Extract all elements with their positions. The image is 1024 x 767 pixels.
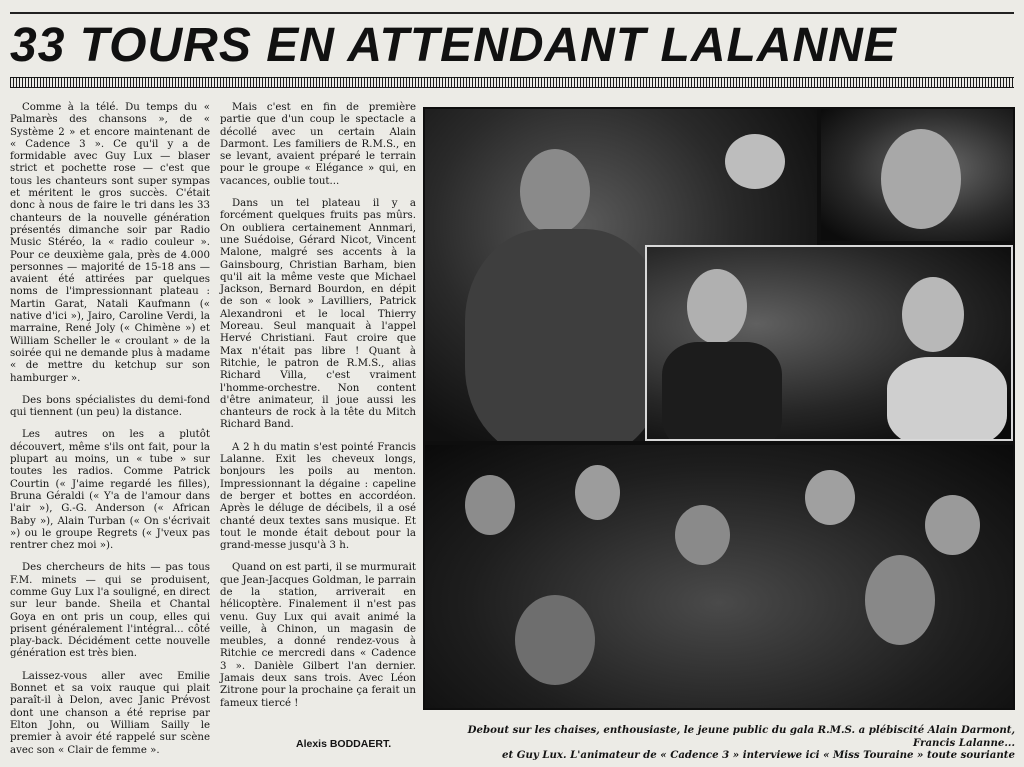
photo-interview-miss-touraine	[645, 245, 1013, 441]
paragraph: Mais c'est en fin de première partie que d'un coup le spectacle a décollé avec un certain Alain Darmont. Les familiers de R.M.S., en se levant, avaient préparé le terrain pour le groupe « Elégance » qui, en vacances, oublie tout...	[220, 102, 416, 187]
host-suit	[662, 342, 782, 441]
crowd-hand	[805, 470, 855, 525]
singer-figure	[520, 149, 590, 234]
caption-line-1: Debout sur les chaises, enthousiaste, le jeune public du gala R.M.S. a plébiscité Alain Darmont, Francis Lalanne...	[467, 724, 1015, 749]
paragraph: Dans un tel plateau il y a forcément quelques fruits pas mûrs. On oubliera certainement Annmari, une Suédoise, Gérard Nicot, Vincent Malone, malgré ses accents à la Gainsbourg, Christian Barham, bien qu'il ait la même veste que Michael Jackson, Bernard Bourdon, en dépit de son « look » Lavilliers, Patrick Alexandroni et le local Thierry Moreau. Seul manquait à l'appel Hervé Christiani. Faut croire que Max n'était pas libre ! Quant à Ritchie, le patron de R.M.S., alias Richard Villa, c'est vraiment l'homme-orchestre. Non content d'être animateur, il joue aussi les chanteurs de rock à la tête du Mitch Richard Band.	[220, 198, 416, 431]
miss-dress	[887, 357, 1007, 441]
torso	[465, 229, 665, 441]
caption-line-2: et Guy Lux. L'animateur de « Cadence 3 » interviewe ici « Miss Touraine » toute souriante	[502, 749, 1015, 761]
photo-caption	[423, 724, 1015, 762]
crowd-face	[865, 555, 935, 645]
author-byline: Alexis BODDAERT.	[296, 738, 392, 750]
crowd-hand	[925, 495, 980, 555]
host-face	[687, 269, 747, 344]
miss-face	[902, 277, 964, 352]
paragraph: A 2 h du matin s'est pointé Francis Lalanne. Exit les cheveux longs, bonjours les poils au menton. Impressionnant la dégaine : capeline de berger et bottes en accordéon. Après le déluge de décibels, il a osé chanté deux textes sans musique. Et tout le monde était debout pour la grand-messe jusqu'à 3 h.	[220, 441, 416, 552]
crowd-face	[515, 595, 595, 685]
paragraph: Comme à la télé. Du temps du « Palmarès des chansons », de « Système 2 » et encore maintenant de « Cadence 3 ». Ce qu'il y a de formidable avec Guy Lux — blaser strict et pochette rose — c'est que tous les chanteurs sont super sympas et méritent le gros succès. C'était donc à nous de faire le tri dans les 33 chanteurs de la nouvelle génération présentés dimanche soir par Radio Music Stéréo, la « radio couleur ». Pour ce deuxième gala, près de 4.000 personnes — majorité de 15-18 ans — avaient été attirées par quelques noms de l'impressionnant plateau : Martin Garat, Natali Kaufmann (« native d'ici »), Jairo, Caroline Verdi, la marraine, René Joly (« Chimène ») et William Scheller le « croulant » de la soirée qui ne demande plus à madame « de mettre du ketchup sur son hamburger ».	[10, 102, 210, 384]
crowd-hand	[465, 475, 515, 535]
hatched-rule	[10, 77, 1014, 88]
photo-cheering-crowd	[425, 445, 1013, 708]
paragraph: Des bons spécialistes du demi-fond qui tiennent (un peu) la distance.	[10, 394, 210, 419]
article-column-2	[220, 102, 416, 720]
paragraph: Les autres on les a plutôt découvert, même s'ils ont fait, pour la plupart au moins, un « tube » sur toutes les radios. Comme Patrick Courtin (« J'aime regardé les filles), Bruna Géraldi (« Y'a de l'amour dans l'air »), G.-G. Anderson (« African Baby »), Alain Turban (« On s'écrivait ») ou le groupe Regrets (« J'veux pas rentrer chez moi »).	[10, 429, 210, 552]
top-rule	[10, 12, 1014, 14]
photo-collage	[423, 107, 1015, 710]
crowd-hand	[675, 505, 730, 565]
paragraph: Quand on est parti, il se murmurait que Jean-Jacques Goldman, le parrain de la station, arriverait en hélicoptère. Finalement il n'est pas venu. Guy Lux qui avait animé la veille, à Chinon, un magasin de meubles, a donné rendez-vous à Ritchie ce mercredi dans « Cadence 3 ». Danièle Gilbert l'an dernier. Jamais deux sans trois. Avec Léon Zitrone pour la prochaine ça ferait un fameux tiercé !	[220, 562, 416, 709]
crowd-hand	[575, 465, 620, 520]
paragraph: Des chercheurs de hits — pas tous F.M. minets — qui se produisent, comme Guy Lux l'a souligné, en direct sur leur bande. Sheila et Chantal Goya en ont pris un coup, elles qui prisent généralement l'intégral... côté play-back. Décidément cette nouvelle génération est très bien.	[10, 562, 210, 660]
raised-hand	[725, 134, 785, 189]
face	[881, 129, 961, 229]
headline: 33 TOURS EN ATTENDANT LALANNE	[10, 19, 897, 72]
paragraph: Laissez-vous aller avec Emilie Bonnet et sa voix rauque qui plait paraît-il à Delon, avec Janic Prévost dont une chanson a été reprise par Elton John, ou William Sailly le premier à avoir été rappelé sur scène avec son « Clair de femme ».	[10, 670, 210, 756]
article-column-1	[10, 102, 210, 767]
photo-bearded-man	[821, 109, 1013, 241]
